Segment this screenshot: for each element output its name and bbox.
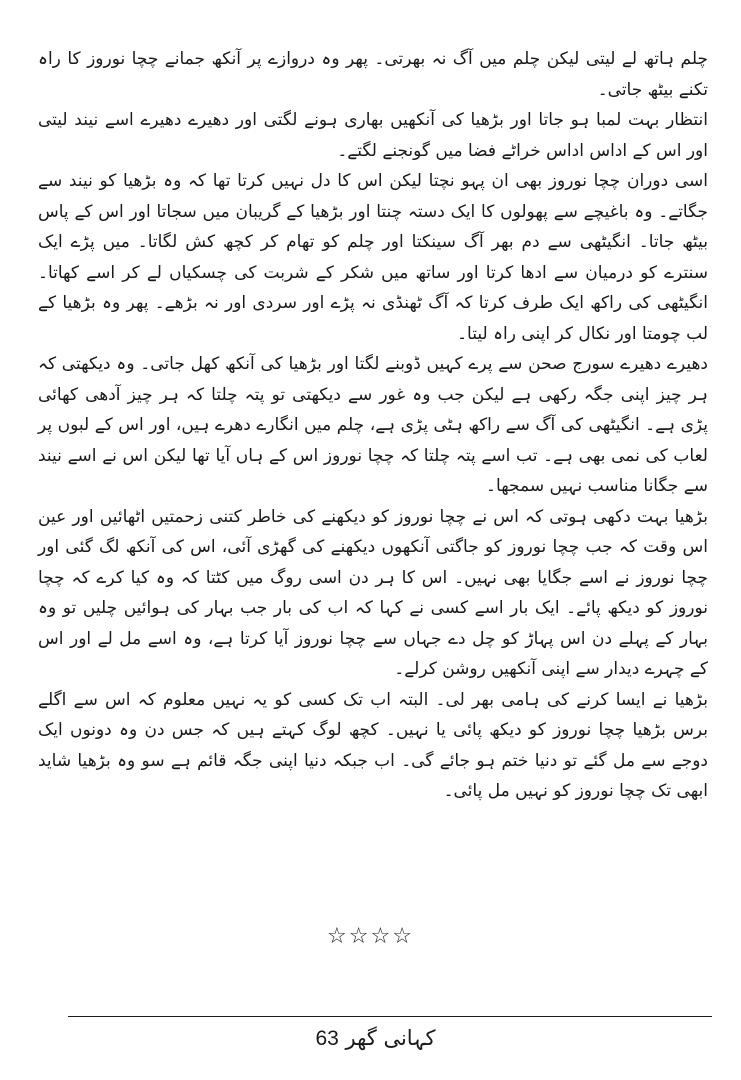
paragraph: دھیرے دھیرے سورج صحن سے پرے کہیں ڈوبنے لگتا اور بڑھیا کی آنکھ کھل جاتی۔ وہ دیکھتی کہ ہر چیز اپنی جگہ رکھی ہے لیکن جب وہ غور سے دیکھتی تو پتہ چلتا کہ ہر چیز آدھی کھائی پڑی ہے۔ انگیٹھی کی آگ سے راکھ ہٹی پڑی ہے، چلم میں انگارے دھرے ہیں، اور اس کے لبوں پر لعاب کی نمی بھی ہے۔ تب اسے پتہ چلتا کہ چچا نوروز اس کے ہاں آیا تھا لیکن اس نے اسے نیند سے جگانا مناسب نہیں سمجھا۔ (38, 354, 708, 496)
paragraph: بڑھیا بہت دکھی ہوتی کہ اس نے چچا نوروز کو دیکھنے کی خاطر کتنی زحمتیں اٹھائیں اور عین اس وقت کہ جب چچا نوروز کو جاگتی آنکھوں دیکھنے کی گھڑی آئی، اس کی آنکھ لگ گئی اور چچا نوروز نے اسے جگایا بھی نہیں۔ اس کا ہر دن اسی روگ میں کٹتا کہ وہ کیا کرے کہ چچا نوروز کو دیکھ پائے۔ ایک بار اسے کسی نے کہا کہ اب کی بار جب بہار کی ہوائیں چلیں تو وہ بہار کے پہلے دن اس پہاڑ کو چل دے جہاں سے چچا نوروز آیا کرتا ہے، وہ اسے مل لے اور اس کے چہرے دیدار سے اپنی آنکھیں روشن کرلے۔ (38, 506, 708, 679)
magazine-title: کہانی گھر (345, 1026, 436, 1050)
paragraph: بڑھیا نے ایسا کرنے کی ہامی بھر لی۔ البتہ اب تک کسی کو یہ نہیں معلوم کہ اس سے اگلے برس بڑھیا چچا نوروز کو دیکھ پائی یا نہیں۔ کچھ لوگ کہتے ہیں کہ جس دن وہ دونوں ایک دوجے سے مل گئے تو دنیا ختم ہو جائے گی۔ اب جبکہ دنیا اپنی جگہ قائم ہے سو وہ بڑھیا شاید ابھی تک چچا نوروز کو نہیں مل پائی۔ (38, 689, 708, 801)
story-text-block (38, 44, 708, 807)
page-number: 63 (315, 1027, 339, 1050)
paragraph: چلم ہاتھ لے لیتی لیکن چلم میں آگ نہ بھرتی۔ پھر وہ دروازے پر آنکھ جمانے چچا نوروز کا راہ تکنے بیٹھ جاتی۔ (38, 49, 708, 100)
paragraph: انتظار بہت لمبا ہو جاتا اور بڑھیا کی آنکھیں بھاری ہونے لگتی اور دھیرے دھیرے اسے نیند لیتی اور اس کے اداس اداس خراٹے فضا میں گونجنے لگتے۔ (38, 110, 708, 161)
star-ornament: ☆☆☆☆ (327, 924, 414, 949)
footer-divider (68, 1016, 712, 1017)
paragraph: اسی دوران چچا نوروز بھی ان پہو نچتا لیکن اس کا دل نہیں کرتا تھا کہ وہ بڑھیا کو نیند سے جگاتے۔ وہ باغیچے سے پھولوں کا ایک دستہ چنتا اور بڑھیا کے گریبان میں سجاتا اور اس کے پاس بیٹھ جاتا۔ انگیٹھی سے دم بھر آگ سینکتا اور چلم کو تھام کر کچھ کش لگاتا۔ میں پڑے ایک سنترے کو درمیان سے ادھا کرتا اور ساتھ میں شکر کے شربت کی چسکیاں لے کر اسے کھاتا۔ انگیٹھی کی راکھ ایک طرف کرتا کہ آگ ٹھنڈی نہ پڑے اور سردی اور نہ بڑھے۔ پھر وہ بڑھیا کے لب چومتا اور نکال کر اپنی راہ لیتا۔ (38, 171, 708, 344)
page-footer (0, 1022, 741, 1055)
